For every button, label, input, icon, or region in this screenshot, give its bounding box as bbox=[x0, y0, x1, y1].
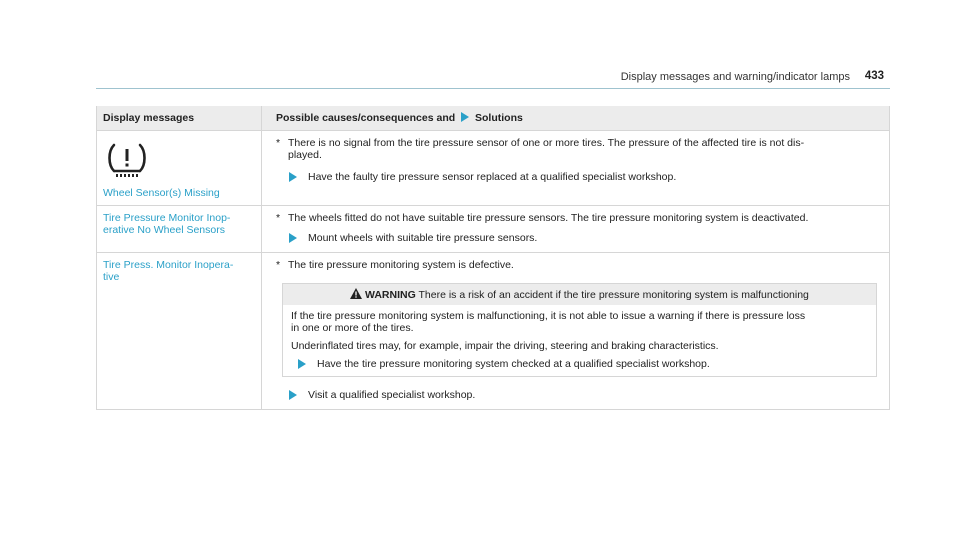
col-header-solutions-text: Solutions bbox=[475, 112, 523, 124]
cause-item bbox=[276, 137, 881, 161]
col-header-causes-text: Possible causes/consequences and bbox=[276, 112, 456, 124]
display-messages-table bbox=[96, 106, 890, 410]
table-header-row bbox=[97, 106, 890, 131]
arrow-right-icon bbox=[297, 359, 307, 369]
cause-cell bbox=[262, 253, 890, 410]
warning-paragraph-1-line1: If the tire pressure monitoring system is malfunctioning, it is not able to issue a warning if there is pressure loss bbox=[291, 310, 806, 322]
warning-triangle-icon bbox=[350, 288, 362, 299]
solution-step bbox=[288, 389, 883, 401]
arrow-right-icon bbox=[288, 233, 298, 243]
warning-body bbox=[283, 305, 876, 376]
warning-box bbox=[282, 283, 877, 377]
bullet-asterisk: * bbox=[276, 259, 281, 271]
col-header-display-messages: Display messages bbox=[97, 106, 262, 131]
solution-text: Visit a qualified specialist workshop. bbox=[308, 389, 476, 401]
col-header-causes-solutions bbox=[262, 106, 890, 131]
cause-item bbox=[276, 212, 881, 224]
cause-text: The wheels fitted do not have suitable tire pressure sensors. The tire pressure monitoring system is deactivated. bbox=[288, 212, 809, 224]
tire-pressure-warning-icon bbox=[105, 141, 149, 181]
arrow-right-icon bbox=[288, 390, 298, 400]
running-header-title: Display messages and warning/indicator lamps bbox=[620, 71, 850, 83]
cause-text-line2: played. bbox=[288, 149, 322, 161]
page-number: 433 bbox=[864, 70, 884, 82]
warning-title: There is a risk of an accident if the tire pressure monitoring system is malfunctioning bbox=[418, 289, 809, 301]
message-tire-pressure-monitor-inoperative-line1: Tire Pressure Monitor Inop- bbox=[103, 212, 231, 224]
cause-item bbox=[276, 259, 883, 271]
solution-step bbox=[288, 232, 881, 244]
warning-paragraph-2: Underinflated tires may, for example, impair the driving, steering and braking characteristics. bbox=[291, 340, 719, 352]
warning-header bbox=[283, 284, 876, 305]
table-row bbox=[97, 131, 890, 206]
cause-cell bbox=[262, 206, 890, 253]
arrow-right-icon bbox=[288, 172, 298, 182]
warning-paragraph-1 bbox=[291, 310, 868, 334]
cause-text: The tire pressure monitoring system is defective. bbox=[288, 259, 514, 271]
solution-text: Mount wheels with suitable tire pressure sensors. bbox=[308, 232, 538, 244]
solution-step bbox=[288, 171, 881, 183]
message-tire-pressure-monitor-inoperative-line2: erative No Wheel Sensors bbox=[103, 224, 225, 236]
cause-text-line1: There is no signal from the tire pressure sensor of one or more tires. The pressure of the affected tire is not dis- bbox=[288, 137, 805, 149]
message-wheel-sensor-missing: Wheel Sensor(s) Missing bbox=[103, 187, 220, 199]
message-cell bbox=[97, 253, 262, 410]
solution-text: Have the faulty tire pressure sensor replaced at a qualified specialist workshop. bbox=[308, 171, 677, 183]
table-row bbox=[97, 253, 890, 410]
bullet-asterisk: * bbox=[276, 212, 281, 224]
table-row bbox=[97, 206, 890, 253]
warning-solution-step bbox=[297, 358, 868, 370]
warning-label: WARNING bbox=[365, 289, 416, 301]
message-tire-press-monitor-inoperative-line1: Tire Press. Monitor Inopera- bbox=[103, 259, 234, 271]
arrow-right-icon bbox=[460, 112, 470, 122]
cause-cell bbox=[262, 131, 890, 206]
warning-paragraph-1-line2: in one or more of the tires. bbox=[291, 322, 414, 334]
bullet-asterisk: * bbox=[276, 137, 281, 149]
message-cell bbox=[97, 206, 262, 253]
warning-solution-text: Have the tire pressure monitoring system checked at a qualified specialist workshop. bbox=[317, 358, 710, 370]
page-header bbox=[96, 68, 890, 89]
message-cell bbox=[97, 131, 262, 206]
message-tire-press-monitor-inoperative-line2: tive bbox=[103, 271, 120, 283]
